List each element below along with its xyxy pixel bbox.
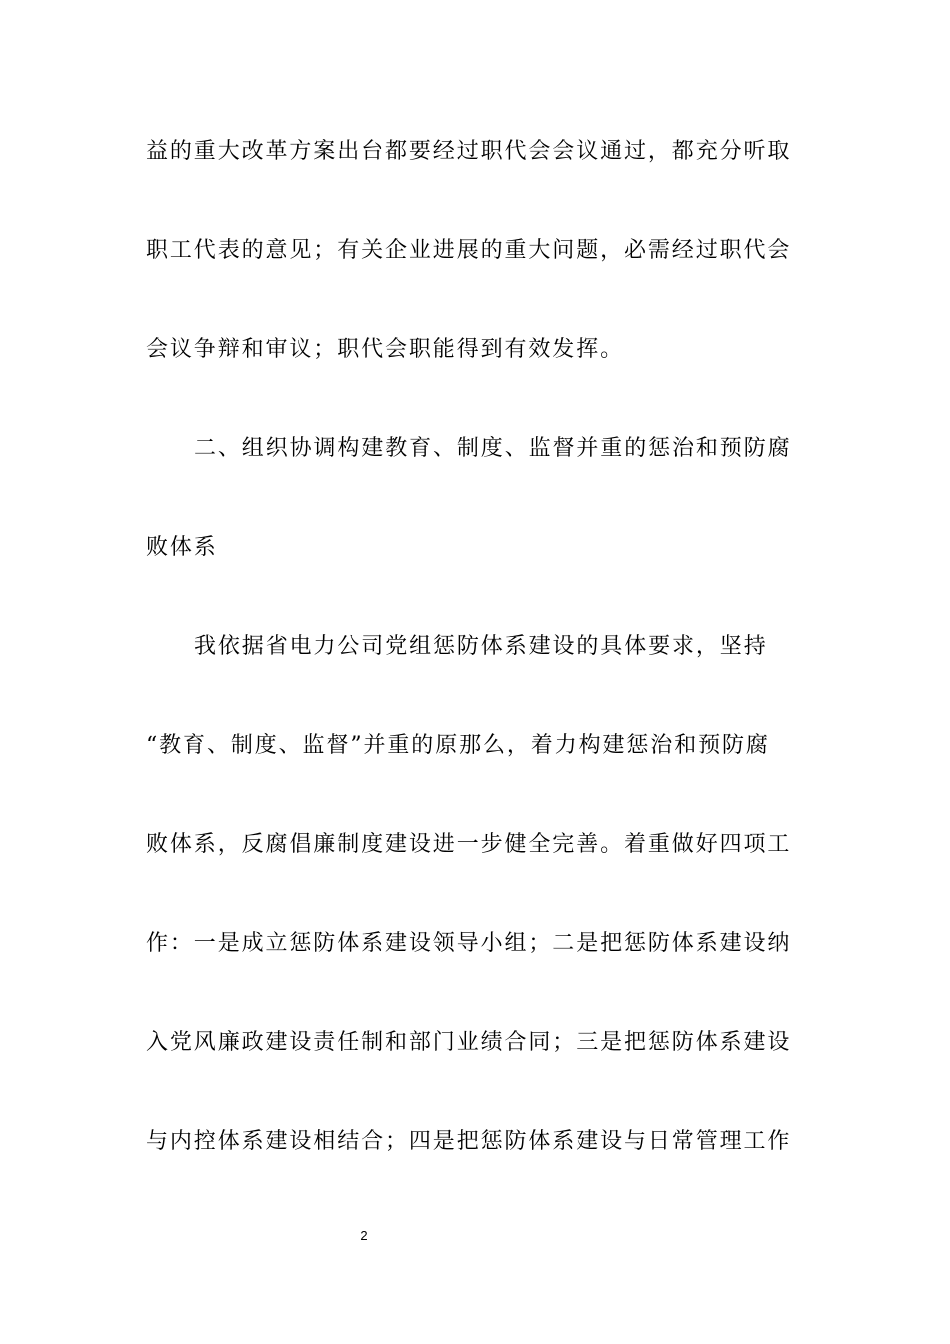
text-line-7: “教育、制度、监督”并重的原那么，着力构建惩治和预防腐 xyxy=(146,733,770,758)
section-heading-line-2: 败体系 xyxy=(146,535,218,560)
text-line-1: 益的重大改革方案出台都要经过职代会会议通过，都充分听取 xyxy=(146,139,792,164)
text-line-11: 与内控体系建设相结合；四是把惩防体系建设与日常管理工作 xyxy=(146,1129,792,1154)
text-line-6: 我依据省电力公司党组惩防体系建设的具体要求，坚持 xyxy=(194,634,768,659)
page-number: 2 xyxy=(360,1228,368,1243)
text-line-3: 会议争辩和审议；职代会职能得到有效发挥。 xyxy=(146,337,625,362)
text-line-9: 作：一是成立惩防体系建设领导小组；二是把惩防体系建设纳 xyxy=(146,931,792,956)
text-line-10: 入党风廉政建设责任制和部门业绩合同；三是把惩防体系建设 xyxy=(146,1030,792,1055)
section-heading-line-1: 二、组织协调构建教育、制度、监督并重的惩治和预防腐 xyxy=(194,436,792,461)
text-line-8: 败体系，反腐倡廉制度建设进一步健全完善。着重做好四项工 xyxy=(146,832,792,857)
text-line-2: 职工代表的意见；有关企业进展的重大问题，必需经过职代会 xyxy=(146,238,792,263)
